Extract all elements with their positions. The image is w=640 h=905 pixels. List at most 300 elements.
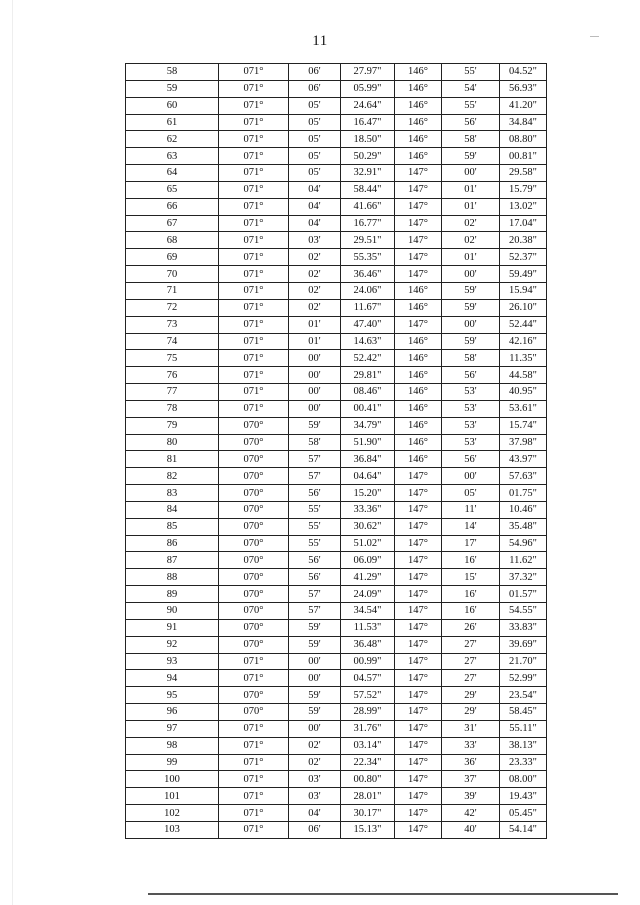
- latitude-seconds-cell: 51.90": [341, 434, 395, 451]
- longitude-seconds-cell: 01.75": [500, 485, 547, 502]
- longitude-degrees-cell: 147°: [395, 266, 442, 283]
- point-number-cell: 100: [126, 771, 219, 788]
- longitude-minutes-cell: 00': [442, 316, 500, 333]
- point-number-cell: 69: [126, 249, 219, 266]
- latitude-seconds-cell: 34.54": [341, 603, 395, 620]
- longitude-degrees-cell: 146°: [395, 451, 442, 468]
- point-number-cell: 63: [126, 148, 219, 165]
- latitude-minutes-cell: 56': [289, 569, 341, 586]
- table-row: [126, 518, 547, 535]
- longitude-minutes-cell: 33': [442, 737, 500, 754]
- point-number-cell: 64: [126, 165, 219, 182]
- latitude-seconds-cell: 30.17": [341, 805, 395, 822]
- table-row: [126, 619, 547, 636]
- longitude-degrees-cell: 147°: [395, 653, 442, 670]
- table-row: [126, 249, 547, 266]
- longitude-minutes-cell: 05': [442, 485, 500, 502]
- longitude-degrees-cell: 146°: [395, 64, 442, 81]
- longitude-minutes-cell: 59': [442, 148, 500, 165]
- longitude-minutes-cell: 02': [442, 215, 500, 232]
- latitude-seconds-cell: 34.79": [341, 417, 395, 434]
- latitude-degrees-cell: 071°: [219, 720, 289, 737]
- longitude-degrees-cell: 146°: [395, 131, 442, 148]
- longitude-minutes-cell: 29': [442, 704, 500, 721]
- longitude-degrees-cell: 147°: [395, 249, 442, 266]
- latitude-seconds-cell: 30.62": [341, 518, 395, 535]
- longitude-degrees-cell: 146°: [395, 80, 442, 97]
- longitude-minutes-cell: 01': [442, 181, 500, 198]
- latitude-minutes-cell: 57': [289, 468, 341, 485]
- table-row: [126, 80, 547, 97]
- point-number-cell: 103: [126, 821, 219, 838]
- table-row: [126, 350, 547, 367]
- latitude-degrees-cell: 071°: [219, 805, 289, 822]
- longitude-degrees-cell: 146°: [395, 114, 442, 131]
- point-number-cell: 78: [126, 400, 219, 417]
- longitude-degrees-cell: 146°: [395, 350, 442, 367]
- longitude-degrees-cell: 147°: [395, 737, 442, 754]
- latitude-seconds-cell: 16.47": [341, 114, 395, 131]
- longitude-degrees-cell: 147°: [395, 788, 442, 805]
- latitude-degrees-cell: 071°: [219, 64, 289, 81]
- longitude-degrees-cell: 146°: [395, 148, 442, 165]
- latitude-minutes-cell: 59': [289, 417, 341, 434]
- latitude-minutes-cell: 57': [289, 603, 341, 620]
- longitude-degrees-cell: 147°: [395, 468, 442, 485]
- latitude-minutes-cell: 03': [289, 232, 341, 249]
- point-number-cell: 88: [126, 569, 219, 586]
- coordinates-table: [125, 63, 547, 839]
- latitude-seconds-cell: 15.20": [341, 485, 395, 502]
- latitude-degrees-cell: 071°: [219, 333, 289, 350]
- longitude-seconds-cell: 29.58": [500, 165, 547, 182]
- longitude-minutes-cell: 00': [442, 266, 500, 283]
- table-row: [126, 434, 547, 451]
- point-number-cell: 87: [126, 552, 219, 569]
- longitude-minutes-cell: 53': [442, 400, 500, 417]
- latitude-seconds-cell: 36.84": [341, 451, 395, 468]
- latitude-seconds-cell: 28.99": [341, 704, 395, 721]
- latitude-degrees-cell: 071°: [219, 114, 289, 131]
- table-row: [126, 316, 547, 333]
- latitude-degrees-cell: 070°: [219, 704, 289, 721]
- latitude-seconds-cell: 24.09": [341, 586, 395, 603]
- point-number-cell: 82: [126, 468, 219, 485]
- longitude-seconds-cell: 33.83": [500, 619, 547, 636]
- point-number-cell: 92: [126, 636, 219, 653]
- latitude-seconds-cell: 27.97": [341, 64, 395, 81]
- latitude-seconds-cell: 24.06": [341, 282, 395, 299]
- latitude-seconds-cell: 06.09": [341, 552, 395, 569]
- longitude-minutes-cell: 16': [442, 552, 500, 569]
- latitude-seconds-cell: 51.02": [341, 535, 395, 552]
- table-row: [126, 468, 547, 485]
- point-number-cell: 90: [126, 603, 219, 620]
- longitude-seconds-cell: 05.45": [500, 805, 547, 822]
- table-row: [126, 198, 547, 215]
- coordinates-table-body: [126, 64, 547, 839]
- point-number-cell: 85: [126, 518, 219, 535]
- table-row: [126, 603, 547, 620]
- table-row: [126, 181, 547, 198]
- table-row: [126, 771, 547, 788]
- scan-mark: [590, 36, 599, 37]
- latitude-minutes-cell: 05': [289, 114, 341, 131]
- latitude-degrees-cell: 071°: [219, 821, 289, 838]
- longitude-degrees-cell: 147°: [395, 535, 442, 552]
- latitude-degrees-cell: 071°: [219, 249, 289, 266]
- latitude-minutes-cell: 02': [289, 299, 341, 316]
- bottom-rule: [148, 893, 618, 895]
- longitude-seconds-cell: 21.70": [500, 653, 547, 670]
- point-number-cell: 59: [126, 80, 219, 97]
- latitude-degrees-cell: 071°: [219, 97, 289, 114]
- latitude-minutes-cell: 04': [289, 805, 341, 822]
- latitude-seconds-cell: 15.13": [341, 821, 395, 838]
- longitude-seconds-cell: 00.81": [500, 148, 547, 165]
- longitude-seconds-cell: 11.35": [500, 350, 547, 367]
- longitude-seconds-cell: 08.00": [500, 771, 547, 788]
- longitude-minutes-cell: 55': [442, 97, 500, 114]
- longitude-degrees-cell: 147°: [395, 501, 442, 518]
- latitude-minutes-cell: 59': [289, 636, 341, 653]
- latitude-minutes-cell: 59': [289, 687, 341, 704]
- longitude-seconds-cell: 23.54": [500, 687, 547, 704]
- table-row: [126, 215, 547, 232]
- longitude-degrees-cell: 147°: [395, 181, 442, 198]
- point-number-cell: 77: [126, 384, 219, 401]
- latitude-minutes-cell: 05': [289, 165, 341, 182]
- longitude-seconds-cell: 08.80": [500, 131, 547, 148]
- longitude-minutes-cell: 16': [442, 603, 500, 620]
- table-row: [126, 821, 547, 838]
- longitude-minutes-cell: 36': [442, 754, 500, 771]
- latitude-minutes-cell: 06': [289, 64, 341, 81]
- longitude-seconds-cell: 37.32": [500, 569, 547, 586]
- latitude-minutes-cell: 05': [289, 97, 341, 114]
- longitude-minutes-cell: 29': [442, 687, 500, 704]
- longitude-seconds-cell: 38.13": [500, 737, 547, 754]
- latitude-degrees-cell: 070°: [219, 603, 289, 620]
- longitude-degrees-cell: 146°: [395, 400, 442, 417]
- latitude-degrees-cell: 071°: [219, 771, 289, 788]
- latitude-seconds-cell: 14.63": [341, 333, 395, 350]
- latitude-degrees-cell: 070°: [219, 586, 289, 603]
- latitude-degrees-cell: 071°: [219, 400, 289, 417]
- latitude-degrees-cell: 071°: [219, 232, 289, 249]
- latitude-seconds-cell: 04.57": [341, 670, 395, 687]
- longitude-seconds-cell: 26.10": [500, 299, 547, 316]
- table-row: [126, 653, 547, 670]
- latitude-minutes-cell: 04': [289, 215, 341, 232]
- latitude-seconds-cell: 50.29": [341, 148, 395, 165]
- point-number-cell: 80: [126, 434, 219, 451]
- latitude-seconds-cell: 05.99": [341, 80, 395, 97]
- latitude-seconds-cell: 41.66": [341, 198, 395, 215]
- longitude-minutes-cell: 56': [442, 367, 500, 384]
- latitude-minutes-cell: 05': [289, 131, 341, 148]
- latitude-minutes-cell: 03': [289, 788, 341, 805]
- longitude-minutes-cell: 58': [442, 131, 500, 148]
- table-row: [126, 805, 547, 822]
- longitude-minutes-cell: 00': [442, 165, 500, 182]
- longitude-minutes-cell: 37': [442, 771, 500, 788]
- point-number-cell: 62: [126, 131, 219, 148]
- longitude-degrees-cell: 147°: [395, 670, 442, 687]
- point-number-cell: 89: [126, 586, 219, 603]
- latitude-degrees-cell: 071°: [219, 198, 289, 215]
- latitude-seconds-cell: 33.36": [341, 501, 395, 518]
- latitude-degrees-cell: 070°: [219, 451, 289, 468]
- latitude-minutes-cell: 00': [289, 670, 341, 687]
- point-number-cell: 86: [126, 535, 219, 552]
- table-row: [126, 232, 547, 249]
- table-row: [126, 299, 547, 316]
- latitude-degrees-cell: 071°: [219, 299, 289, 316]
- longitude-degrees-cell: 147°: [395, 754, 442, 771]
- page-number: 11: [312, 33, 328, 49]
- latitude-degrees-cell: 071°: [219, 131, 289, 148]
- table-row: [126, 501, 547, 518]
- point-number-cell: 75: [126, 350, 219, 367]
- latitude-degrees-cell: 070°: [219, 468, 289, 485]
- longitude-minutes-cell: 02': [442, 232, 500, 249]
- latitude-minutes-cell: 58': [289, 434, 341, 451]
- latitude-minutes-cell: 55': [289, 535, 341, 552]
- longitude-degrees-cell: 146°: [395, 384, 442, 401]
- point-number-cell: 68: [126, 232, 219, 249]
- latitude-seconds-cell: 11.67": [341, 299, 395, 316]
- longitude-degrees-cell: 147°: [395, 518, 442, 535]
- longitude-seconds-cell: 15.94": [500, 282, 547, 299]
- table-row: [126, 400, 547, 417]
- longitude-seconds-cell: 40.95": [500, 384, 547, 401]
- table-row: [126, 788, 547, 805]
- latitude-seconds-cell: 29.51": [341, 232, 395, 249]
- latitude-degrees-cell: 070°: [219, 501, 289, 518]
- latitude-degrees-cell: 071°: [219, 384, 289, 401]
- latitude-seconds-cell: 00.80": [341, 771, 395, 788]
- latitude-degrees-cell: 071°: [219, 215, 289, 232]
- longitude-minutes-cell: 17': [442, 535, 500, 552]
- latitude-minutes-cell: 55': [289, 501, 341, 518]
- longitude-seconds-cell: 34.84": [500, 114, 547, 131]
- latitude-minutes-cell: 57': [289, 586, 341, 603]
- table-row: [126, 148, 547, 165]
- latitude-minutes-cell: 05': [289, 148, 341, 165]
- longitude-seconds-cell: 01.57": [500, 586, 547, 603]
- latitude-minutes-cell: 01': [289, 333, 341, 350]
- latitude-seconds-cell: 24.64": [341, 97, 395, 114]
- longitude-degrees-cell: 146°: [395, 434, 442, 451]
- latitude-minutes-cell: 06': [289, 821, 341, 838]
- longitude-minutes-cell: 40': [442, 821, 500, 838]
- longitude-minutes-cell: 56': [442, 451, 500, 468]
- latitude-degrees-cell: 071°: [219, 367, 289, 384]
- point-number-cell: 72: [126, 299, 219, 316]
- longitude-seconds-cell: 54.55": [500, 603, 547, 620]
- latitude-seconds-cell: 57.52": [341, 687, 395, 704]
- longitude-minutes-cell: 56': [442, 114, 500, 131]
- point-number-cell: 81: [126, 451, 219, 468]
- latitude-seconds-cell: 04.64": [341, 468, 395, 485]
- longitude-minutes-cell: 59': [442, 333, 500, 350]
- point-number-cell: 65: [126, 181, 219, 198]
- table-row: [126, 552, 547, 569]
- longitude-seconds-cell: 15.79": [500, 181, 547, 198]
- latitude-seconds-cell: 03.14": [341, 737, 395, 754]
- point-number-cell: 61: [126, 114, 219, 131]
- longitude-minutes-cell: 58': [442, 350, 500, 367]
- longitude-seconds-cell: 41.20": [500, 97, 547, 114]
- point-number-cell: 66: [126, 198, 219, 215]
- latitude-seconds-cell: 11.53": [341, 619, 395, 636]
- latitude-seconds-cell: 00.99": [341, 653, 395, 670]
- latitude-degrees-cell: 070°: [219, 552, 289, 569]
- latitude-minutes-cell: 06': [289, 80, 341, 97]
- longitude-degrees-cell: 147°: [395, 232, 442, 249]
- longitude-seconds-cell: 52.99": [500, 670, 547, 687]
- latitude-seconds-cell: 32.91": [341, 165, 395, 182]
- longitude-degrees-cell: 147°: [395, 485, 442, 502]
- latitude-seconds-cell: 47.40": [341, 316, 395, 333]
- point-number-cell: 95: [126, 687, 219, 704]
- latitude-seconds-cell: 29.81": [341, 367, 395, 384]
- longitude-degrees-cell: 147°: [395, 603, 442, 620]
- latitude-minutes-cell: 01': [289, 316, 341, 333]
- longitude-degrees-cell: 147°: [395, 771, 442, 788]
- longitude-seconds-cell: 39.69": [500, 636, 547, 653]
- longitude-degrees-cell: 147°: [395, 165, 442, 182]
- latitude-degrees-cell: 070°: [219, 518, 289, 535]
- longitude-seconds-cell: 13.02": [500, 198, 547, 215]
- table-row: [126, 97, 547, 114]
- longitude-degrees-cell: 147°: [395, 821, 442, 838]
- longitude-degrees-cell: 146°: [395, 97, 442, 114]
- latitude-minutes-cell: 00': [289, 653, 341, 670]
- latitude-seconds-cell: 36.48": [341, 636, 395, 653]
- longitude-seconds-cell: 10.46": [500, 501, 547, 518]
- table-row: [126, 64, 547, 81]
- latitude-seconds-cell: 36.46": [341, 266, 395, 283]
- longitude-seconds-cell: 15.74": [500, 417, 547, 434]
- longitude-seconds-cell: 56.93": [500, 80, 547, 97]
- latitude-degrees-cell: 071°: [219, 754, 289, 771]
- latitude-minutes-cell: 56': [289, 552, 341, 569]
- latitude-degrees-cell: 070°: [219, 417, 289, 434]
- table-row: [126, 704, 547, 721]
- latitude-degrees-cell: 070°: [219, 636, 289, 653]
- longitude-seconds-cell: 44.58": [500, 367, 547, 384]
- latitude-degrees-cell: 071°: [219, 282, 289, 299]
- table-row: [126, 282, 547, 299]
- point-number-cell: 91: [126, 619, 219, 636]
- table-row: [126, 720, 547, 737]
- longitude-seconds-cell: 52.37": [500, 249, 547, 266]
- longitude-seconds-cell: 35.48": [500, 518, 547, 535]
- latitude-degrees-cell: 070°: [219, 619, 289, 636]
- table-row: [126, 131, 547, 148]
- latitude-seconds-cell: 41.29": [341, 569, 395, 586]
- latitude-minutes-cell: 00': [289, 720, 341, 737]
- longitude-degrees-cell: 147°: [395, 720, 442, 737]
- latitude-minutes-cell: 00': [289, 350, 341, 367]
- longitude-seconds-cell: 54.14": [500, 821, 547, 838]
- longitude-minutes-cell: 14': [442, 518, 500, 535]
- point-number-cell: 84: [126, 501, 219, 518]
- longitude-seconds-cell: 23.33": [500, 754, 547, 771]
- latitude-degrees-cell: 071°: [219, 788, 289, 805]
- longitude-seconds-cell: 52.44": [500, 316, 547, 333]
- point-number-cell: 74: [126, 333, 219, 350]
- longitude-minutes-cell: 54': [442, 80, 500, 97]
- longitude-degrees-cell: 146°: [395, 333, 442, 350]
- table-row: [126, 165, 547, 182]
- longitude-seconds-cell: 37.98": [500, 434, 547, 451]
- latitude-seconds-cell: 55.35": [341, 249, 395, 266]
- longitude-minutes-cell: 11': [442, 501, 500, 518]
- latitude-minutes-cell: 02': [289, 249, 341, 266]
- longitude-seconds-cell: 20.38": [500, 232, 547, 249]
- longitude-degrees-cell: 147°: [395, 215, 442, 232]
- latitude-degrees-cell: 070°: [219, 485, 289, 502]
- longitude-seconds-cell: 42.16": [500, 333, 547, 350]
- longitude-minutes-cell: 55': [442, 64, 500, 81]
- point-number-cell: 67: [126, 215, 219, 232]
- latitude-seconds-cell: 52.42": [341, 350, 395, 367]
- point-number-cell: 58: [126, 64, 219, 81]
- point-number-cell: 96: [126, 704, 219, 721]
- latitude-minutes-cell: 04': [289, 181, 341, 198]
- latitude-degrees-cell: 071°: [219, 80, 289, 97]
- point-number-cell: 71: [126, 282, 219, 299]
- point-number-cell: 101: [126, 788, 219, 805]
- longitude-minutes-cell: 39': [442, 788, 500, 805]
- latitude-minutes-cell: 02': [289, 754, 341, 771]
- point-number-cell: 70: [126, 266, 219, 283]
- point-number-cell: 79: [126, 417, 219, 434]
- latitude-degrees-cell: 071°: [219, 266, 289, 283]
- longitude-minutes-cell: 26': [442, 619, 500, 636]
- longitude-seconds-cell: 55.11": [500, 720, 547, 737]
- longitude-minutes-cell: 27': [442, 636, 500, 653]
- point-number-cell: 99: [126, 754, 219, 771]
- table-row: [126, 737, 547, 754]
- longitude-minutes-cell: 15': [442, 569, 500, 586]
- longitude-seconds-cell: 04.52": [500, 64, 547, 81]
- scan-edge-line: [12, 0, 13, 905]
- latitude-degrees-cell: 071°: [219, 670, 289, 687]
- latitude-seconds-cell: 08.46": [341, 384, 395, 401]
- point-number-cell: 73: [126, 316, 219, 333]
- latitude-seconds-cell: 16.77": [341, 215, 395, 232]
- longitude-minutes-cell: 42': [442, 805, 500, 822]
- longitude-degrees-cell: 146°: [395, 417, 442, 434]
- latitude-degrees-cell: 070°: [219, 687, 289, 704]
- point-number-cell: 76: [126, 367, 219, 384]
- longitude-minutes-cell: 59': [442, 299, 500, 316]
- longitude-minutes-cell: 53': [442, 417, 500, 434]
- longitude-minutes-cell: 01': [442, 249, 500, 266]
- table-row: [126, 636, 547, 653]
- latitude-seconds-cell: 31.76": [341, 720, 395, 737]
- longitude-degrees-cell: 146°: [395, 367, 442, 384]
- table-row: [126, 333, 547, 350]
- point-number-cell: 102: [126, 805, 219, 822]
- table-row: [126, 687, 547, 704]
- table-row: [126, 569, 547, 586]
- latitude-degrees-cell: 071°: [219, 165, 289, 182]
